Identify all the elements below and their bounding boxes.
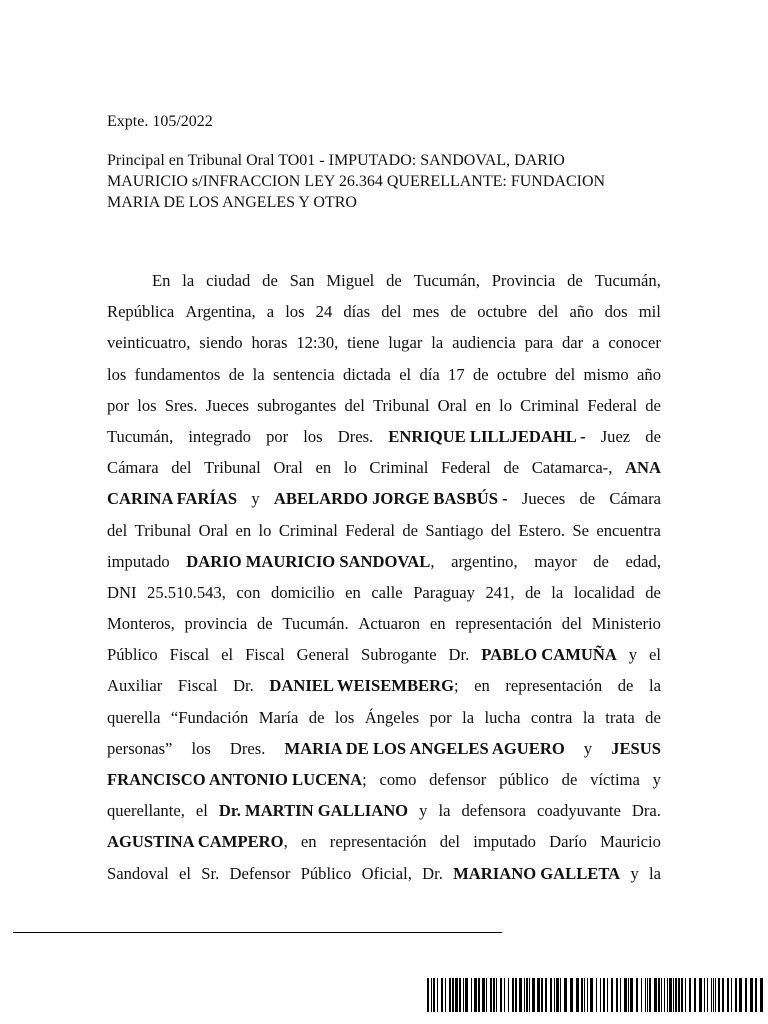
body-paragraph <box>107 265 661 889</box>
body-line: los fundamentos de la sentencia dictada el día 17 de octubre del mismo año <box>107 364 661 384</box>
defender-name: MARIANO GALLETA <box>453 863 621 883</box>
barcode-bar <box>661 978 662 1012</box>
barcode-bar <box>532 978 535 1012</box>
judge-name: CARINA FARÍAS <box>107 489 238 509</box>
barcode-bar <box>611 978 613 1012</box>
barcode-bar <box>718 978 720 1012</box>
barcode-bar <box>581 978 583 1012</box>
barcode-bar <box>760 978 763 1012</box>
body-line: veinticuatro, siendo horas 12:30, tiene lugar la audiencia para dar a conocer <box>107 333 661 353</box>
barcode-bar <box>600 978 601 1012</box>
body-line: AGUSTINA CAMPERO, en representación del imputado Darío Mauricio <box>107 832 661 852</box>
barcode-bar <box>675 978 677 1012</box>
barcode-bar <box>570 978 573 1012</box>
body-line: FRANCISCO ANTONIO LUCENA; como defensor público de víctima y <box>107 770 661 789</box>
attorney-name: JESUS <box>611 738 661 758</box>
barcode-bar <box>493 978 495 1012</box>
barcode-bar <box>715 978 716 1012</box>
barcode-bar <box>508 978 509 1012</box>
barcode-bar <box>504 978 505 1012</box>
barcode-bar <box>512 978 514 1012</box>
barcode-bar <box>727 978 729 1012</box>
barcode-bar <box>445 978 446 1012</box>
body-line: Tucumán, integrado por los Dres. ENRIQUE LILLJEDAHL - Juez de <box>107 421 661 452</box>
barcode-bar <box>496 978 497 1012</box>
barcode-bar <box>603 978 605 1012</box>
barcode-bar <box>526 978 528 1012</box>
barcode <box>427 978 765 1012</box>
barcode-bar <box>628 978 629 1012</box>
barcode-bar <box>722 978 724 1012</box>
attorney-name: FRANCISCO ANTONIO LUCENA <box>107 770 363 789</box>
footnote-divider <box>13 932 502 933</box>
barcode-bar <box>755 978 757 1012</box>
body-line: República Argentina, a los 24 días del mes de octubre del año dos mil <box>107 302 661 322</box>
barcode-bar <box>624 978 627 1012</box>
case-caption <box>107 150 667 213</box>
barcode-bar <box>459 978 461 1012</box>
body-line: Monteros, provincia de Tucumán. Actuaron en representación del Ministerio <box>107 614 661 634</box>
barcode-bar <box>490 978 492 1012</box>
prosecutor-name: PABLO CAMUÑA <box>481 645 617 665</box>
body-line: Público Fiscal el Fiscal General Subrogante Dr. PABLO CAMUÑA y el <box>107 639 661 670</box>
barcode-bar <box>515 978 517 1012</box>
barcode-bar <box>441 978 443 1012</box>
barcode-bar <box>478 978 480 1012</box>
attorney-name: AGUSTINA CAMPERO <box>107 832 284 852</box>
barcode-bar <box>550 978 552 1012</box>
barcode-bar <box>685 978 686 1012</box>
attorney-name: Dr. MARTIN GALLIANO <box>218 801 409 821</box>
barcode-bar <box>486 978 487 1012</box>
barcode-bar <box>645 978 646 1012</box>
barcode-bar <box>658 978 660 1012</box>
barcode-bar <box>584 978 585 1012</box>
barcode-bar <box>699 978 702 1012</box>
barcode-bar <box>455 978 458 1012</box>
barcode-bar <box>750 978 753 1012</box>
barcode-bar <box>471 978 472 1012</box>
case-number: Expte. 105/2022 <box>107 113 213 130</box>
caption-line: MAURICIO s/INFRACCION LEY 26.364 QUERELLANTE: FUNDACION <box>107 173 606 190</box>
barcode-bar <box>647 978 648 1012</box>
barcode-bar <box>678 978 680 1012</box>
body-line: personas” los Dres. MARIA DE LOS ANGELES AGUERO y JESUS <box>107 733 661 764</box>
body-line: del Tribunal Oral en lo Criminal Federal de Santiago del Estero. Se encuentra <box>107 520 661 540</box>
barcode-bar <box>636 978 638 1012</box>
barcode-bar <box>449 978 451 1012</box>
defendant-name: DARIO MAURICIO SANDOVAL <box>186 551 431 571</box>
body-line: CARINA FARÍAS y ABELARDO JORGE BASBÚS - Jueces de Cámara <box>107 483 661 514</box>
barcode-bar <box>427 978 429 1012</box>
body-line: querellante, el Dr. MARTIN GALLIANO y la defensora coadyuvante Dra. <box>107 795 661 826</box>
barcode-bar <box>500 978 502 1012</box>
barcode-bar <box>616 978 618 1012</box>
barcode-bar <box>731 978 732 1012</box>
barcode-bar <box>713 978 714 1012</box>
barcode-bar <box>545 978 547 1012</box>
barcode-bar <box>474 978 477 1012</box>
barcode-bar <box>681 978 683 1012</box>
barcode-bar <box>524 978 525 1012</box>
barcode-bar <box>519 978 522 1012</box>
barcode-bar <box>590 978 593 1012</box>
caption-line: Principal en Tribunal Oral TO01 - IMPUTADO: SANDOVAL, DARIO <box>107 152 565 169</box>
barcode-bar <box>704 978 705 1012</box>
judge-name: ENRIQUE LILLJEDAHL - <box>388 426 586 446</box>
barcode-bar <box>587 978 588 1012</box>
barcode-bar <box>745 978 747 1012</box>
barcode-bar <box>669 978 672 1012</box>
barcode-bar <box>482 978 485 1012</box>
barcode-bar <box>437 978 438 1012</box>
barcode-bar <box>630 978 633 1012</box>
body-line: Auxiliar Fiscal Dr. DANIEL WEISEMBERG; en representación de la <box>107 676 661 696</box>
body-line: DNI 25.510.543, con domicilio en calle Paraguay 241, de la localidad de <box>107 582 661 602</box>
judge-name: ANA <box>625 458 661 478</box>
barcode-bar <box>620 978 621 1012</box>
barcode-bar <box>537 978 540 1012</box>
barcode-bar <box>667 978 668 1012</box>
barcode-bar <box>641 978 642 1012</box>
body-line: Cámara del Tribunal Oral en lo Criminal Federal de Catamarca-, ANA <box>107 452 661 483</box>
barcode-bar <box>739 978 742 1012</box>
barcode-bar <box>711 978 712 1012</box>
body-line: querella “Fundación María de los Ángeles por la lucha contra la trata de <box>107 707 661 727</box>
barcode-bar <box>529 978 530 1012</box>
barcode-bar <box>431 978 432 1012</box>
prosecutor-name: DANIEL WEISEMBERG <box>269 676 454 696</box>
judge-name: ABELARDO JORGE BASBÚS - <box>273 489 508 509</box>
barcode-bar <box>554 978 555 1012</box>
barcode-bar <box>673 978 674 1012</box>
barcode-bar <box>689 978 691 1012</box>
barcode-bar <box>735 978 737 1012</box>
barcode-bar <box>463 978 464 1012</box>
barcode-bar <box>541 978 543 1012</box>
body-line: imputado DARIO MAURICIO SANDOVAL, argentino, mayor de edad, <box>107 551 661 571</box>
caption-line: MARIA DE LOS ANGELES Y OTRO <box>107 194 357 211</box>
barcode-bar <box>596 978 597 1012</box>
barcode-bar <box>607 978 608 1012</box>
body-line: Sandoval el Sr. Defensor Público Oficial, Dr. MARIANO GALLETA y la <box>107 858 661 889</box>
barcode-bar <box>654 978 657 1012</box>
barcode-bar <box>556 978 559 1012</box>
barcode-bar <box>433 978 435 1012</box>
barcode-bar <box>560 978 561 1012</box>
barcode-bar <box>452 978 454 1012</box>
barcode-bar <box>664 978 665 1012</box>
barcode-bar <box>694 978 696 1012</box>
barcode-bar <box>465 978 468 1012</box>
barcode-bar <box>707 978 708 1012</box>
barcode-bar <box>576 978 579 1012</box>
barcode-bar <box>649 978 651 1012</box>
body-line: En la ciudad de San Miguel de Tucumán, Provincia de Tucumán, <box>152 271 661 290</box>
barcode-bar <box>564 978 567 1012</box>
body-line: por los Sres. Jueces subrogantes del Tribunal Oral en lo Criminal Federal de <box>107 395 661 415</box>
attorney-name: MARIA DE LOS ANGELES AGUERO <box>284 738 565 758</box>
